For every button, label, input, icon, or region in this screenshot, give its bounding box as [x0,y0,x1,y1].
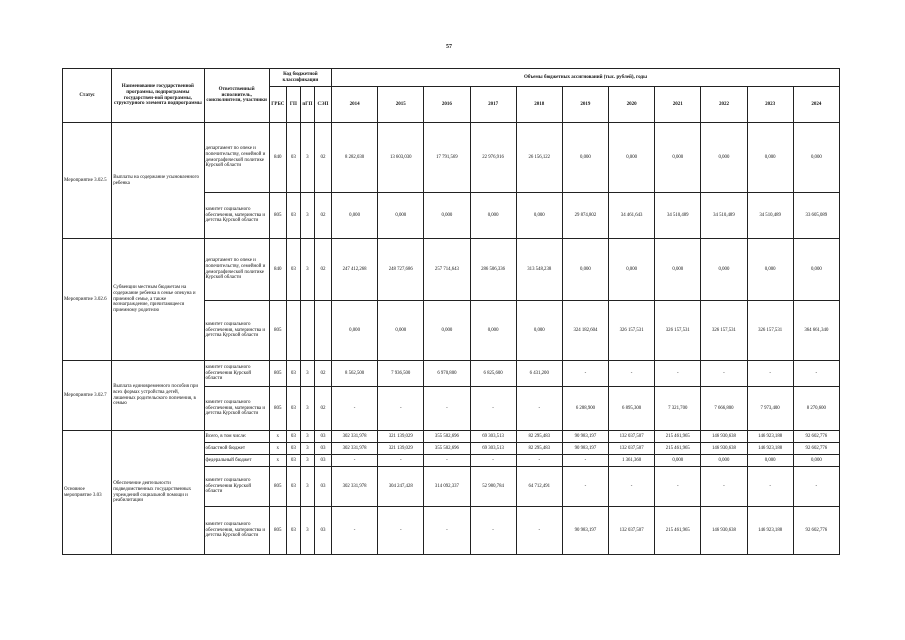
header-year-2014: 2014 [331,87,377,123]
header-year-2021: 2021 [655,87,701,123]
value-cell: 7 936,500 [378,361,424,387]
code-cell: 805 [269,507,286,555]
code-cell: 840 [269,123,286,193]
name-cell: Выплата единовременного пособия при всех формах устройства детей, лишенных родительского попечения, в семью [112,361,204,431]
value-cell: - [516,507,562,555]
value-cell: - [701,361,747,387]
executor-cell: комитет социального обеспечения, материнства и детства Курской области [204,507,269,555]
code-cell [314,301,331,361]
header-volumes: Объемы бюджетных ассигнований (тыс. рублей), годы [331,69,839,87]
code-cell: 02 [314,193,331,239]
value-cell: 215 461,965 [655,507,701,555]
value-cell: - [470,507,516,555]
value-cell: 0,000 [747,239,793,301]
value-cell: 0,000 [516,193,562,239]
value-cell: 64 712,491 [516,467,562,507]
value-cell: 7 973,400 [747,387,793,431]
value-cell: 132 037,507 [609,431,655,443]
header-code-3: СЭП [314,87,331,123]
code-cell: x [269,443,286,455]
value-cell: 33 605,089 [793,193,839,239]
executor-cell: департамент по опеке и попечительству, семейной и демографической политике Курской области [204,239,269,301]
value-cell: 215 461,965 [655,431,701,443]
value-cell: 82 295,483 [516,431,562,443]
name-cell: Обеспечение деятельности подведомственных государственных учреждений социальной помощи и реабилитации [112,431,204,555]
header-executor: Ответственный исполнитель, соисполнители, участники [204,69,269,123]
code-cell: 805 [269,467,286,507]
value-cell: - [655,361,701,387]
header-code-1: ГП [286,87,300,123]
value-cell: 321 139,029 [378,443,424,455]
value-cell: 304 247,428 [378,467,424,507]
value-cell: 1 361,360 [609,455,655,467]
executor-cell: комитет социального обеспечения, материнства и детства Курской области [204,193,269,239]
code-cell: 03 [286,123,300,193]
code-cell: 03 [314,443,331,455]
value-cell: 0,000 [424,301,470,361]
code-cell: x [269,455,286,467]
value-cell: 326 157,531 [609,301,655,361]
value-cell: 0,000 [747,123,793,193]
value-cell: 6 970,800 [424,361,470,387]
code-cell: 03 [286,467,300,507]
value-cell: 8 562,500 [331,361,377,387]
value-cell: 0,000 [378,301,424,361]
table-row [63,239,840,301]
value-cell: 34 510,489 [747,193,793,239]
code-cell: 840 [269,239,286,301]
header-code-2: пГП [300,87,314,123]
page-number: 57 [446,44,452,50]
header-year-2019: 2019 [562,87,608,123]
value-cell: - [331,507,377,555]
value-cell: 8 270,600 [793,387,839,431]
value-cell: - [378,507,424,555]
value-cell: 0,000 [609,123,655,193]
value-cell: 90 983,197 [562,443,608,455]
code-cell: 03 [286,387,300,431]
code-cell: 3 [300,361,314,387]
value-cell: 17 791,569 [424,123,470,193]
value-cell: 0,000 [793,239,839,301]
name-cell: Выплаты на содержание усыновленного ребенка [112,123,204,239]
value-cell: 132 037,507 [609,443,655,455]
value-cell: 313 548,238 [516,239,562,301]
value-cell: 92 602,776 [793,507,839,555]
value-cell: 0,000 [747,455,793,467]
table-row [63,431,840,443]
executor-cell: комитет социального обеспечения, материнства и детства Курской области [204,301,269,361]
value-cell: 0,000 [331,301,377,361]
value-cell: 0,000 [655,455,701,467]
table-row [63,361,840,387]
code-cell: 805 [269,387,286,431]
value-cell: - [470,455,516,467]
value-cell: 302 331,978 [331,431,377,443]
code-cell: 3 [300,239,314,301]
value-cell: 6 825,600 [470,361,516,387]
header-year-2016: 2016 [424,87,470,123]
header-code-0: ГРБС [269,87,286,123]
value-cell: 0,000 [470,193,516,239]
header-year-2017: 2017 [470,87,516,123]
status-cell: Мероприятие 3.02.6 [63,239,112,361]
code-cell: 03 [286,507,300,555]
code-cell: 02 [314,361,331,387]
executor-cell: комитет социального обеспечения, материнства и детства Курской области [204,387,269,431]
value-cell: 247 412,268 [331,239,377,301]
value-cell: - [424,455,470,467]
header-year-2020: 2020 [609,87,655,123]
value-cell: 69 303,513 [470,443,516,455]
value-cell: 302 331,978 [331,443,377,455]
value-cell: 146 923,188 [747,431,793,443]
code-cell [286,301,300,361]
value-cell: 7 666,800 [701,387,747,431]
code-cell: 3 [300,467,314,507]
code-cell: 02 [314,387,331,431]
value-cell: 26 156,122 [516,123,562,193]
value-cell: 69 303,513 [470,431,516,443]
code-cell: 3 [300,455,314,467]
value-cell: 257 714,643 [424,239,470,301]
code-cell: 03 [314,467,331,507]
value-cell: 0,000 [655,239,701,301]
status-cell: Основное мероприятие 3.03 [63,431,112,555]
value-cell: 8 282,030 [331,123,377,193]
code-cell: 805 [269,361,286,387]
code-cell: 03 [286,193,300,239]
value-cell: 321 139,029 [378,431,424,443]
value-cell: 34 510,489 [655,193,701,239]
code-cell: x [269,431,286,443]
value-cell: 92 602,776 [793,443,839,455]
code-cell: 805 [269,301,286,361]
executor-cell: федеральный бюджет [204,455,269,467]
value-cell: - [562,361,608,387]
code-cell: 03 [286,361,300,387]
value-cell: - [378,387,424,431]
budget-table [62,68,840,555]
value-cell: 146 930,638 [701,507,747,555]
value-cell: 132 037,507 [609,507,655,555]
header-year-2024: 2024 [793,87,839,123]
value-cell: 0,000 [701,123,747,193]
header-budget-code: Код бюджетной классификации [269,69,331,87]
value-cell: 326 157,531 [655,301,701,361]
value-cell: - [701,467,747,507]
value-cell: - [609,467,655,507]
header-year-2015: 2015 [378,87,424,123]
code-cell: 02 [314,123,331,193]
value-cell: 6 431,200 [516,361,562,387]
value-cell: 34 510,489 [701,193,747,239]
status-cell: Мероприятие 3.02.7 [63,361,112,431]
value-cell: 146 930,638 [701,431,747,443]
value-cell: 7 321,700 [655,387,701,431]
value-cell: 0,000 [331,193,377,239]
value-cell: 364 661,340 [793,301,839,361]
value-cell: - [747,467,793,507]
code-cell: 03 [286,455,300,467]
code-cell: 3 [300,443,314,455]
value-cell: - [516,387,562,431]
value-cell: 22 976,916 [470,123,516,193]
value-cell: 0,000 [562,123,608,193]
header-year-2022: 2022 [701,87,747,123]
code-cell: 03 [286,443,300,455]
value-cell: - [424,387,470,431]
value-cell: 0,000 [655,123,701,193]
status-cell: Мероприятие 3.02.5 [63,123,112,239]
value-cell: - [655,467,701,507]
value-cell: 314 092,337 [424,467,470,507]
header-name: Наименование государственной программы, подпрограммы государствен-ной программы, структурного элемента подпрограммы [112,69,204,123]
value-cell: 302 331,978 [331,467,377,507]
value-cell: - [609,361,655,387]
value-cell: 0,000 [701,239,747,301]
value-cell: 6 895,300 [609,387,655,431]
value-cell: 355 502,696 [424,431,470,443]
value-cell: 0,000 [609,239,655,301]
value-cell: 215 461,965 [655,443,701,455]
value-cell: 355 502,696 [424,443,470,455]
value-cell: - [793,361,839,387]
value-cell: - [562,455,608,467]
value-cell: - [562,467,608,507]
code-cell: 03 [314,431,331,443]
value-cell: - [747,361,793,387]
code-cell: 03 [286,239,300,301]
header-status: Статус [63,69,112,123]
value-cell: 0,000 [793,123,839,193]
table-row [63,123,840,193]
code-cell: 805 [269,193,286,239]
value-cell: 13 603,030 [378,123,424,193]
value-cell: 248 727,686 [378,239,424,301]
value-cell: 0,000 [378,193,424,239]
executor-cell: департамент по опеке и попечительству, семейной и демографической политике Курской области [204,123,269,193]
value-cell: 6 288,900 [562,387,608,431]
value-cell: 146 923,188 [747,443,793,455]
value-cell: 0,000 [516,301,562,361]
value-cell: 90 983,197 [562,507,608,555]
value-cell: 326 157,531 [701,301,747,361]
value-cell: 34 461,643 [609,193,655,239]
executor-cell: областной бюджет [204,443,269,455]
value-cell: - [331,455,377,467]
value-cell: - [516,455,562,467]
header-year-2018: 2018 [516,87,562,123]
value-cell: 0,000 [793,455,839,467]
value-cell: - [424,507,470,555]
code-cell: 3 [300,193,314,239]
value-cell: - [331,387,377,431]
value-cell: - [470,387,516,431]
executor-cell: комитет социального обеспечения Курской области [204,467,269,507]
value-cell: 146 930,638 [701,443,747,455]
header-year-2023: 2023 [747,87,793,123]
value-cell: 29 874,802 [562,193,608,239]
code-cell: 03 [286,431,300,443]
value-cell: - [793,467,839,507]
executor-cell: комитет социального обеспечения Курской области [204,361,269,387]
value-cell: 286 506,336 [470,239,516,301]
name-cell: Субвенции местным бюджетам на содержание ребенка в семье опекуна и приемной семье, а также вознаграждение, причитающееся приемному родителю [112,239,204,361]
value-cell: 0,000 [470,301,516,361]
value-cell: 324 182,604 [562,301,608,361]
code-cell: 03 [314,455,331,467]
code-cell: 02 [314,239,331,301]
code-cell: 3 [300,507,314,555]
value-cell: 326 157,531 [747,301,793,361]
code-cell: 03 [314,507,331,555]
code-cell: 3 [300,431,314,443]
value-cell: 82 295,483 [516,443,562,455]
code-cell: 3 [300,387,314,431]
value-cell: 0,000 [424,193,470,239]
value-cell: 92 602,776 [793,431,839,443]
code-cell: 3 [300,123,314,193]
value-cell: 90 983,197 [562,431,608,443]
code-cell [300,301,314,361]
value-cell: 52 980,784 [470,467,516,507]
executor-cell: Всего, в том числе: [204,431,269,443]
value-cell: 0,000 [701,455,747,467]
value-cell: 146 923,188 [747,507,793,555]
value-cell: 0,000 [562,239,608,301]
value-cell: - [378,455,424,467]
